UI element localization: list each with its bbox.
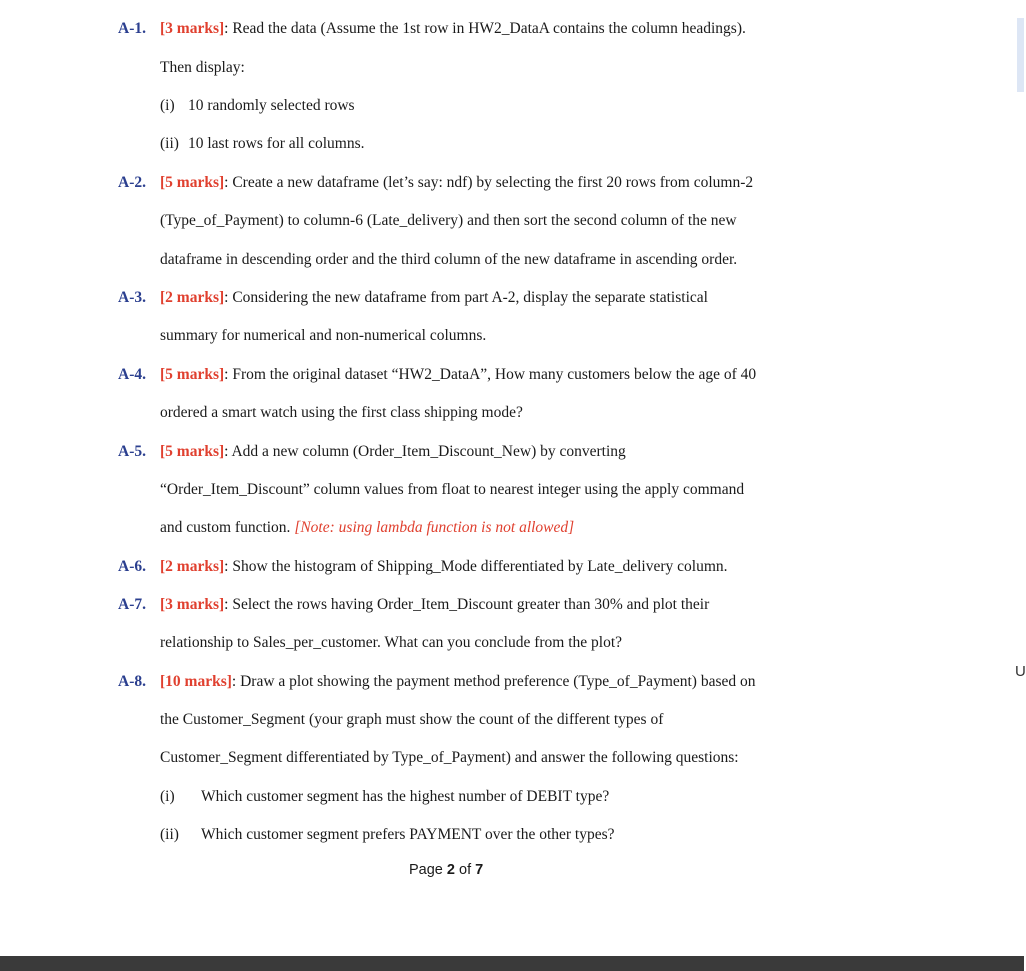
page-number: Page 2 of 7 [409,862,484,878]
a1-sub-i-text: 10 randomly selected rows [188,97,355,114]
question-number: A-6. [118,558,146,575]
question-line: summary for numerical and non-numerical columns. [160,327,487,344]
question-line: the Customer_Segment (your graph must show the count of the different types of [160,711,664,728]
marks-label: [2 marks] [160,558,225,575]
marks-label: [10 marks] [160,673,232,690]
question-line: and custom function. [Note: using lambda function is not allowed] [160,519,575,536]
question-line: [5 marks]: Create a new dataframe (let’s say: ndf) by selecting the first 20 rows from column-2 [160,174,754,191]
marks-label: [5 marks] [160,174,225,191]
marks-label: [5 marks] [160,443,225,460]
question-number: A-2. [118,174,146,191]
question-line: [2 marks]: Considering the new dataframe from part A-2, display the separate statistical [160,289,708,306]
question-line: ordered a smart watch using the first class shipping mode? [160,404,523,421]
question-number: A-8. [118,673,146,690]
question-line: [2 marks]: Show the histogram of Shipping_Mode differentiated by Late_delivery column. [160,558,728,575]
margin-character: U [1015,663,1026,680]
question-line: [3 marks]: Read the data (Assume the 1st row in HW2_DataA contains the column headings). [160,20,746,37]
marks-label: [3 marks] [160,20,225,37]
note-text: [Note: using lambda function is not allowed] [294,519,575,536]
question-line: [5 marks]: Add a new column (Order_Item_Discount_New) by converting [160,443,626,460]
question-number: A-3. [118,289,146,306]
a1-sub-ii-text: 10 last rows for all columns. [188,135,365,152]
a1-sub-i: (i) [160,97,175,114]
question-number: A-4. [118,366,146,383]
question-number: A-5. [118,443,146,460]
question-line: [5 marks]: From the original dataset “HW2_DataA”, How many customers below the age of 40 [160,366,757,383]
question-number: A-7. [118,596,146,613]
question-line: Customer_Segment differentiated by Type_of_Payment) and answer the following questions: [160,749,739,766]
question-line: (Type_of_Payment) to column-6 (Late_delivery) and then sort the second column of the new [160,212,737,229]
a8-sub-i: (i) [160,788,175,805]
bottom-bar [0,956,1024,971]
question-line: dataframe in descending order and the third column of the new dataframe in ascending order. [160,251,738,268]
scroll-indicator [1017,18,1024,92]
question-line: [10 marks]: Draw a plot showing the payment method preference (Type_of_Payment) based on [160,673,756,690]
a8-sub-ii: (ii) [160,826,179,843]
a8-sub-i-text: Which customer segment has the highest number of DEBIT type? [201,788,610,805]
question-line: “Order_Item_Discount” column values from float to nearest integer using the apply command [160,481,745,498]
a1-sub-ii: (ii) [160,135,179,152]
a8-sub-ii-text: Which customer segment prefers PAYMENT over the other types? [201,826,615,843]
marks-label: [5 marks] [160,366,225,383]
question-line: [3 marks]: Select the rows having Order_Item_Discount greater than 30% and plot their [160,596,710,613]
question-number: A-1. [118,20,146,37]
marks-label: [3 marks] [160,596,225,613]
marks-label: [2 marks] [160,289,225,306]
question-line: relationship to Sales_per_customer. What can you conclude from the plot? [160,634,623,651]
question-line: Then display: [160,59,245,76]
